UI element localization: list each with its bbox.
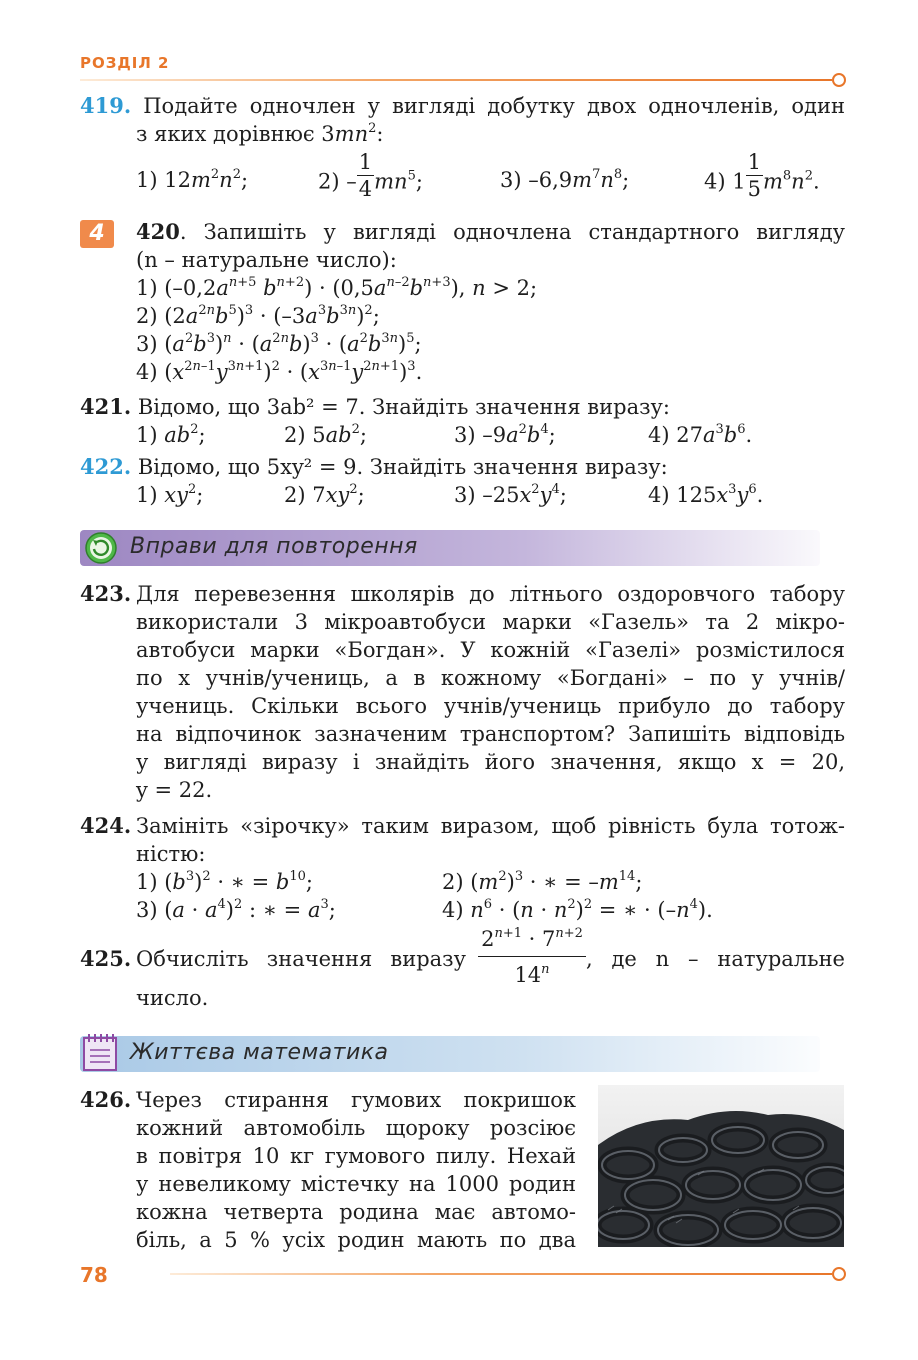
problem-426-line: кожна четверта родина має автомо- <box>136 1200 576 1224</box>
problem-422: 422. Відомо, що 5xy² = 9. Знайдіть значення виразу: <box>80 454 668 479</box>
answer-422-4: 4) $125x^3y^6$. <box>648 482 764 507</box>
answer-422-3: 3) $-25x^2y^4$; <box>454 482 567 507</box>
problem-number-426: 426. <box>80 1087 132 1112</box>
answer-424-4: 4) $n^6 \cdot (n \cdot n^2)^2$ = ∗ · $(-n^4)$. <box>442 897 713 922</box>
answer-421-4: 4) $27a^3b^6$. <box>648 422 753 447</box>
problem-420-line2: (n – натуральне число): <box>136 248 397 272</box>
answer-422-1: 1) $xy^2$; <box>136 482 204 507</box>
answer-420-3: 3) $(a^2b^3)^n \cdot (a^{2n}b)^3 \cdot (a^2b^{3n})^5$; <box>136 331 422 356</box>
expression-fraction: $2^{n+1} \cdot 7^{n+2}$ 14$^n$ <box>478 929 586 986</box>
problem-423-line: на відпочинок зазначеним транспортом? Запишіть відповідь <box>136 722 845 746</box>
problem-426-line: у невеликому містечку на 1000 родин <box>136 1172 576 1196</box>
section-banner-review <box>80 530 820 566</box>
problem-number: 419. <box>80 93 132 118</box>
page-number: 78 <box>80 1263 108 1287</box>
problem-425-line2: число. <box>136 986 209 1010</box>
problem-425-lead: Обчисліть значення виразу <box>136 947 466 971</box>
problem-number: 421. <box>80 394 132 419</box>
problem-426-line: кожний автомобіль щороку розсіює <box>136 1116 576 1140</box>
problem-419-line1: 419. Подайте одночлен у вигляді добутку двох одночленів, один <box>80 93 845 118</box>
problem-number: 420 <box>136 219 180 244</box>
problem-number-423: 423. <box>80 581 132 606</box>
problem-423-line: по x учнів/учениць, а в кожному «Богдані» – по y учнів/ <box>136 666 845 690</box>
answer-424-3: 3) $(a \cdot a^4)^2$ : ∗ = $a^3$; <box>136 897 336 922</box>
problem-423-line: учениць. Скільки всього учнів/учениць прибуло до табору <box>136 694 845 718</box>
problem-number-424: 424. <box>80 813 132 838</box>
problem-420-line1: 420. Запишіть у вигляді одночлена стандартного вигляду <box>136 219 845 244</box>
footer-rule-end <box>832 1267 846 1281</box>
answer-420-2: 2) $(2a^{2n}b^5)^3 \cdot (-3a^3b^{3n})^2$; <box>136 303 380 328</box>
footer-rule <box>170 1273 832 1275</box>
answer-424-2: 2) $(m^2)^3$ · ∗ = $-m^{14}$; <box>442 869 643 894</box>
problem-423-line: автобуси марки «Богдан». У кожній «Газелі» розмістилося <box>136 638 845 662</box>
problem-421: 421. Відомо, що 3ab² = 7. Знайдіть значення виразу: <box>80 394 670 419</box>
problem-423-line: Для перевезення школярів до літнього оздоровчого табору <box>136 582 845 606</box>
difficulty-badge: 4 <box>80 220 114 248</box>
answer-422-2: 2) $7xy^2$; <box>284 482 365 507</box>
problem-number-425: 425. <box>80 946 132 971</box>
section-banner-life <box>80 1036 820 1072</box>
answer-419-4: 4) 1 $\frac{1}{5}$ $m^8n^2$. <box>704 150 820 201</box>
answer-419-2: 2) – $\frac{1}{4}$ $mn^5$; <box>318 150 423 201</box>
problem-423-line: у вигляді виразу і знайдіть його значення, якщо x = 20, <box>136 750 845 774</box>
problem-424-line2: ністю: <box>136 842 206 866</box>
answer-419-3: 3) $-6,9m^7n^8$; <box>500 167 630 192</box>
header-rule <box>80 79 832 81</box>
problem-425-tail: , де n – натуральне <box>586 947 845 971</box>
header-rule-end <box>832 73 846 87</box>
answer-424-1: 1) $(b^3)^2$ · ∗ = $b^{10}$; <box>136 869 313 894</box>
chapter-label: РОЗДІЛ 2 <box>80 54 170 72</box>
problem-426-line: біль, а 5 % усіх родин мають по два <box>136 1228 576 1252</box>
answer-420-1: 1) ($-0,2a^{n+5}$ $b^{n+2}) \cdot (0,5a^{n-2}b^{n+3})$, n > 2; <box>136 275 538 300</box>
problem-419-line2: з яких дорівнює $3mn^2$: <box>136 121 384 146</box>
tire-pile-image <box>598 1085 844 1247</box>
problem-423-line: y = 22. <box>136 778 213 802</box>
notebook-icon <box>82 1032 118 1072</box>
repeat-icon <box>84 531 118 565</box>
problem-426-line: в повітря 10 кг гумового пилу. Нехай <box>136 1144 576 1168</box>
problem-424-line1: Замініть «зірочку» таким виразом, щоб рівність була тотож- <box>136 814 845 838</box>
problem-426-line: Через стирання гумових покришок <box>136 1088 576 1112</box>
problem-number: 422. <box>80 454 132 479</box>
answer-421-3: 3) $-9a^2b^4$; <box>454 422 556 447</box>
answer-420-4: 4) $(x^{2n-1}y^{3n+1})^2 \cdot (x^{3n-1}y^{2n+1})^3$. <box>136 359 423 384</box>
section-title: Життєва математика <box>130 1040 389 1065</box>
section-title: Вправи для повторення <box>130 534 418 559</box>
answer-419-1: 1) $12m^2n^2$; <box>136 167 249 192</box>
problem-423-line: використали 3 мікроавтобуси марки «Газель» та 2 мікро- <box>136 610 845 634</box>
answer-421-1: 1) $ab^2$; <box>136 422 206 447</box>
answer-421-2: 2) $5ab^2$; <box>284 422 367 447</box>
